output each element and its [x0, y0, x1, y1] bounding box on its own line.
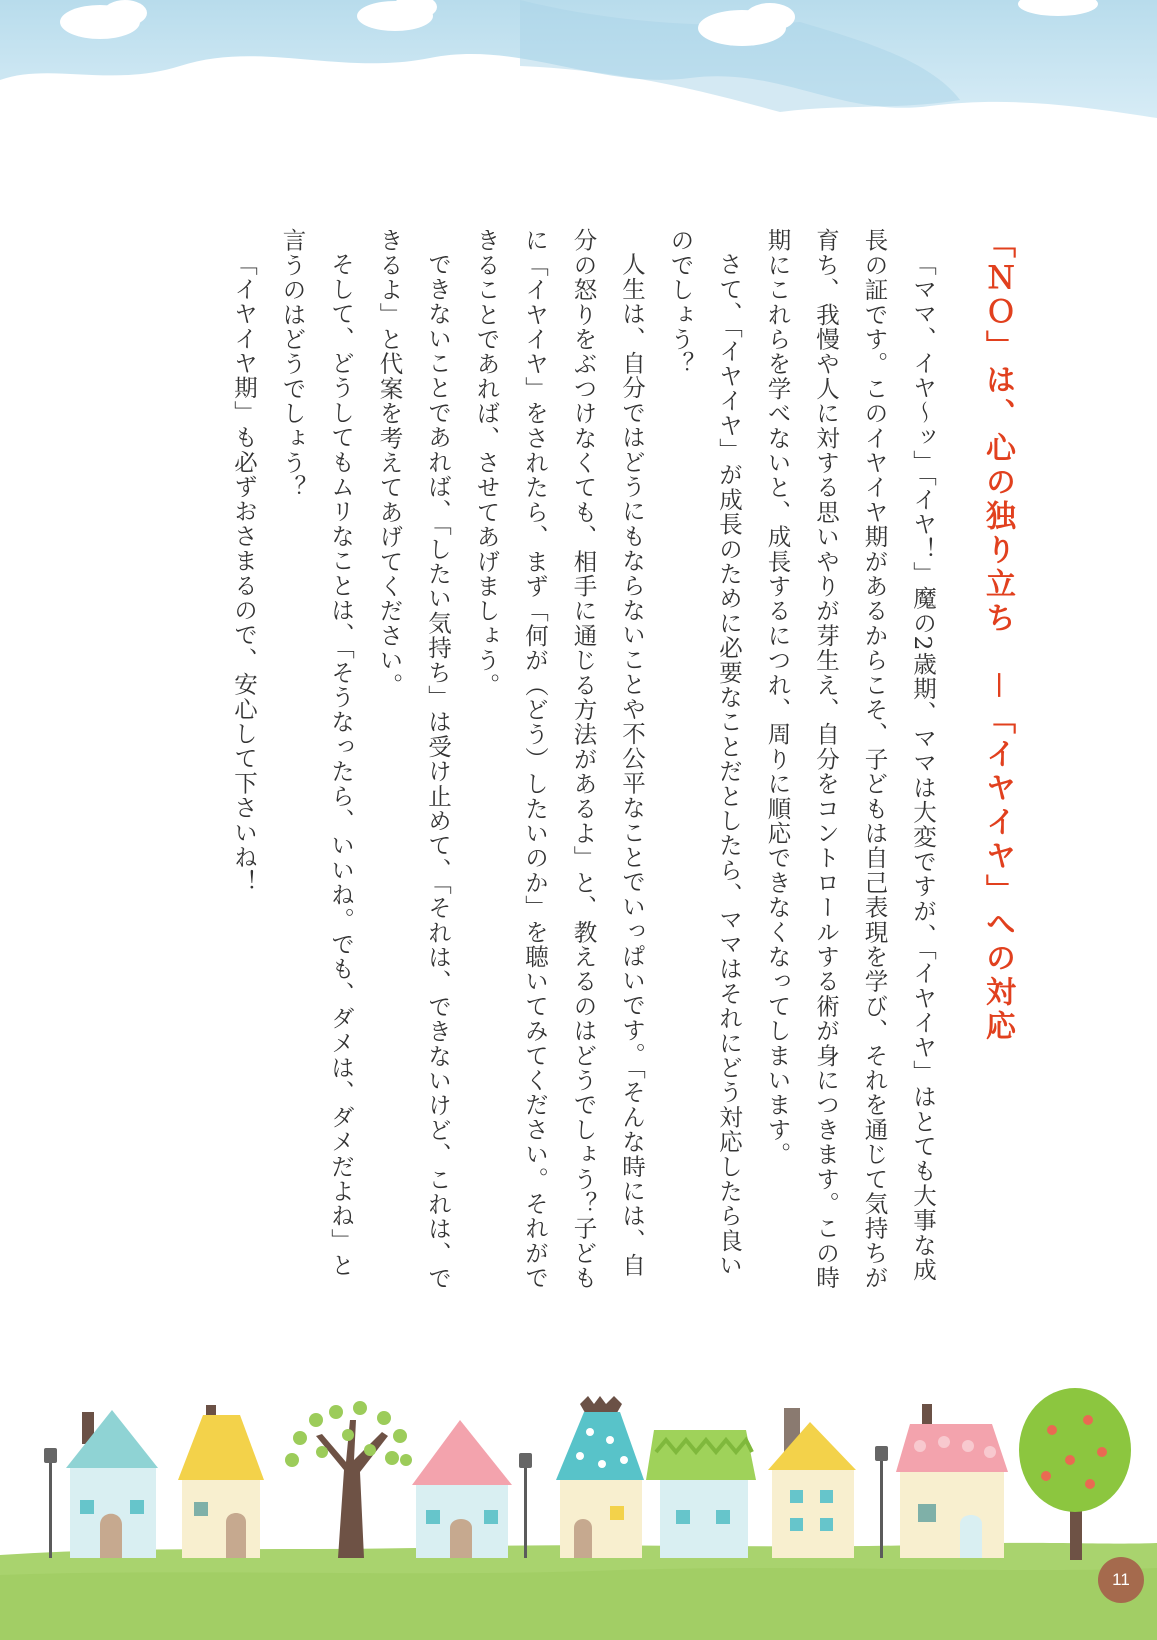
- lamp-post: [519, 1453, 532, 1558]
- house: [768, 1408, 856, 1558]
- house: [66, 1410, 158, 1558]
- paragraph: 「イヤイヤ期」も必ずおさまるので、安心して下さいね！: [230, 251, 258, 894]
- page-number: 11: [1098, 1557, 1144, 1603]
- house: [646, 1430, 756, 1558]
- tree: [1019, 1388, 1131, 1560]
- lamp-post: [44, 1448, 57, 1558]
- paragraph: できないことであれば、「したい気持ち」は受け止めて、「それは、できないけど、これは、できるよ」と代案を考えてあげてください。: [375, 228, 452, 1291]
- lamp-post: [875, 1446, 888, 1558]
- paragraph: さて、「イヤイヤ」が成長のために必要なことだとしたら、ママはそれにどう対応したら良いのでしょう？: [666, 228, 743, 1278]
- town-footer-illustration: [0, 1340, 1157, 1640]
- article: [125, 228, 1025, 1298]
- paragraph: 人生は、自分ではどうにもならないことや不公平なことでいっぱいです。「そんな時には、自分の怒りをぶつけなくても、相手に通じる方法があるよ」と、教えるのはどうでしょう？子どもに「イヤイヤ」をされたら、まず「何が（どう）したいのか」を聴いてみてください。それができることであれば、させてあげましょう。: [472, 228, 646, 1291]
- article-title: 「ＮＯ」は、心の独り立ち －「イヤイヤ」への対応: [980, 228, 1015, 1044]
- house: [412, 1420, 512, 1558]
- house: [896, 1404, 1008, 1558]
- tree: [285, 1401, 412, 1558]
- house: [178, 1405, 264, 1558]
- paragraph: そして、どうしてもムリなことは、「そうなったら、いいね。でも、ダメは、ダメだよね」と言うのはどうでしょう？: [278, 228, 355, 1278]
- house: [556, 1396, 644, 1558]
- paragraph: 「ママ、イヤ～ッ」「イヤ！」魔の2歳期、ママは大変ですが、「イヤイヤ」はとても大事な成長の証です。このイヤイヤ期があるからこそ、子どもは自己表現を学び、それを通じて気持ちが育ち、我慢や人に対する思いやりが芽生え、自分をコントロールする術が身につきます。この時期にこれらを学べないと、成長するにつれ、周りに順応できなくなってしまいます。: [763, 228, 937, 1291]
- sky-header-illustration: [0, 0, 1157, 140]
